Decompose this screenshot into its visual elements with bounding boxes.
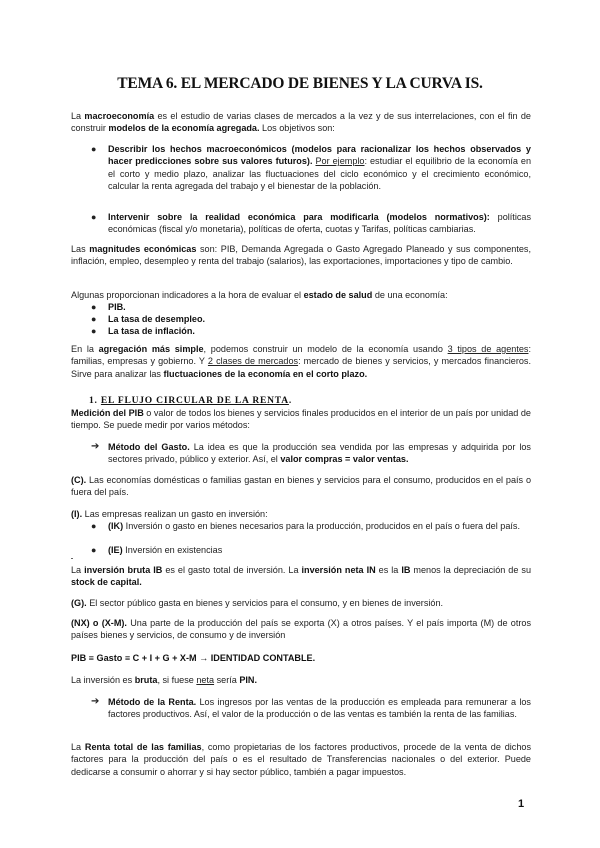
investment-item xyxy=(108,544,531,556)
text: , si fuese xyxy=(157,675,197,685)
text: En la xyxy=(71,344,99,354)
text: Los ingresos por las ventas de la producción es empleada para remunerar a los factores productivos. Así, el valor de la producción o de las ventas es también la renta de las familias. xyxy=(108,697,531,720)
section-heading xyxy=(89,395,292,407)
text: La xyxy=(71,565,85,575)
indicator-item: La tasa de inflación. xyxy=(108,326,195,336)
text-bold: Intervenir sobre la realidad económica para modificarla (modelos normativos): xyxy=(108,212,490,222)
gross-investment-paragraph xyxy=(71,564,531,589)
indicator-item: PIB. xyxy=(108,302,126,312)
text: El sector público gasta en bienes y servicios para el consumo, y en bienes de inversión. xyxy=(86,598,444,608)
text: de una economía: xyxy=(372,290,448,300)
text: Inversión en existencias xyxy=(122,545,223,555)
text: La xyxy=(71,742,85,752)
bullet-icon: ● xyxy=(91,326,97,336)
label-c: (C). xyxy=(71,475,87,485)
label-i: (I). xyxy=(71,509,83,519)
text: La xyxy=(71,111,85,121)
accounting-identity: PIB ≡ Gasto ≡ C + I + G + X-M → IDENTIDAD CONTABLE. xyxy=(71,653,316,663)
text: menos la depreciación de su xyxy=(410,565,531,575)
text: políticas económicas (fiscal y/o monetaria), políticas de oferta, cuotas y Tarifas, políticas cambiarias. xyxy=(108,212,531,235)
text-bold: (IK) xyxy=(108,521,124,531)
text: Inversión o gasto en bienes necesarios para la producción, producidos en el país o fuera del país. xyxy=(123,521,520,531)
text: es el estudio de varias clases de mercados a la vez y de sus interrelaciones, con el fin de construir xyxy=(71,111,531,134)
indicator-item: La tasa de desempleo. xyxy=(108,314,206,324)
text-underlined: 2 clases de mercados xyxy=(207,356,299,367)
text-bold: Método del Gasto. xyxy=(108,442,190,452)
text-underlined: Por ejemplo xyxy=(315,156,365,167)
section-title: EL FLUJO CIRCULAR DE LA RENTA xyxy=(100,396,289,406)
arrow-icon: ➔ xyxy=(91,441,100,452)
bullet-icon: ● xyxy=(91,314,97,324)
label-g: (G). xyxy=(71,598,87,608)
aggregation-paragraph xyxy=(71,343,531,380)
text-bold: Método de la Renta. xyxy=(108,697,197,707)
method-gasto xyxy=(108,441,531,466)
text-bold: valor compras = valor ventas. xyxy=(280,454,409,465)
term-estado-salud: estado de salud xyxy=(303,290,373,300)
objective-describe xyxy=(108,143,531,192)
pib-measure-paragraph xyxy=(71,407,531,432)
term-medicion-pib: Medición del PIB xyxy=(71,408,144,418)
stray-mark xyxy=(71,558,73,559)
text-underlined: 3 tipos de agentes xyxy=(447,344,529,354)
gross-net-paragraph xyxy=(71,674,531,686)
household-income-paragraph xyxy=(71,741,531,778)
text-bold: (IE) xyxy=(108,545,123,555)
text: La inversión es xyxy=(71,675,135,685)
text-underlined: neta xyxy=(196,675,215,685)
text: : familias, empresas y gobierno. Y xyxy=(71,344,531,367)
section-number: 1. xyxy=(89,396,98,406)
objective-intervene xyxy=(108,211,531,236)
method-renta xyxy=(108,696,531,721)
text: Una parte de la producción del país se exporta (X) a otros países. Y el país importa (M) de otros países bienes y servicios, de consumo y de inversión xyxy=(71,618,531,641)
text-bold: PIN. xyxy=(239,675,258,685)
bullet-icon: ● xyxy=(91,212,97,222)
text: es la xyxy=(375,565,402,575)
arrow-icon: ➔ xyxy=(91,696,100,707)
magnitudes-paragraph xyxy=(71,243,531,268)
text: Los objetivos son: xyxy=(259,123,335,134)
text-bold: bruta xyxy=(134,675,158,685)
bullet-icon: ● xyxy=(91,144,97,154)
text: o valor de todos los bienes y servicios finales producidos en el interior de un país por unidad de tiempo. Se puede medir por varios métodos: xyxy=(71,408,531,431)
bullet-icon: ● xyxy=(91,302,97,312)
intro-paragraph xyxy=(71,110,531,135)
term-fluctuaciones: fluctuaciones de la economía en el corto plazo. xyxy=(163,368,368,379)
page-title: TEMA 6. EL MERCADO DE BIENES Y LA CURVA IS. xyxy=(117,75,483,92)
text-bold: Describir los hechos macroeconómicos (modelos para racionalizar los hechos observados y hacer predicciones sobre sus valores futuros). xyxy=(108,144,531,167)
net-exports-paragraph xyxy=(71,617,531,642)
text: La idea es que la producción sea vendida por las empresas y adquirida por los sectores privado, público y exterior. Así, el xyxy=(108,442,531,465)
text: es el gasto total de inversión. La xyxy=(162,565,302,575)
page-number: 1 xyxy=(518,798,525,810)
bullet-icon: ● xyxy=(91,521,97,531)
text: Algunas proporcionan indicadores a la hora de evaluar el xyxy=(71,290,304,300)
term-macroeconomia: macroeconomía xyxy=(84,111,155,121)
government-paragraph xyxy=(71,597,531,609)
text: son: PIB, Demanda Agregada o Gasto Agregado Planeado y sus componentes, inflación, empleo, desempleo y renta del trabajo (salarios), las exportaciones, importaciones y tipo de cambio. xyxy=(71,244,531,267)
term-agregacion: agregación más simple xyxy=(98,344,204,354)
investment-paragraph xyxy=(71,508,531,520)
term-magnitudes: magnitudes económicas xyxy=(89,244,197,254)
text-bold: stock de capital. xyxy=(71,577,142,588)
consumption-paragraph xyxy=(71,474,531,499)
text-bold: Renta total de las familias xyxy=(84,742,202,752)
text-bold: IB xyxy=(401,565,411,575)
indicators-paragraph xyxy=(71,289,531,301)
text-bold: inversión bruta IB xyxy=(84,565,163,575)
text: Las xyxy=(71,244,90,254)
text: . xyxy=(288,396,293,406)
text: Las empresas realizan un gasto en inversión: xyxy=(82,509,268,519)
text: : estudiar el equilibrio de la economía en el corto y medio plazo, analizar las fluctuaciones del ciclo económico y el crecimiento económico, calcular la renta agregada del trabajo y el bienestar de la población. xyxy=(108,156,532,191)
term-modelos: modelos de la economía agregada. xyxy=(108,123,260,134)
bullet-icon: ● xyxy=(91,545,97,555)
text: sería xyxy=(214,675,240,685)
text-bold: inversión neta IN xyxy=(301,565,376,575)
text: , podemos construir un modelo de la economía usando xyxy=(203,344,448,354)
text: Las economías domésticas o familias gastan en bienes y servicios para el consumo, producidos en el país o fuera del país. xyxy=(71,475,531,498)
label-nx: (NX) o (X-M). xyxy=(71,618,127,628)
text: : mercado de bienes y servicios, y mercados financieros. Sirve para analizar las xyxy=(71,356,531,379)
investment-item xyxy=(108,520,531,532)
text: , como propietarias de los factores productivos, procede de la venta de dichos factores para la producción del país o es el resultado de Transferencias nacionales o del exterior. Puede dedicarse a consumir o ahorrar y si hay sector público, también a pagar impuestos. xyxy=(71,742,531,777)
